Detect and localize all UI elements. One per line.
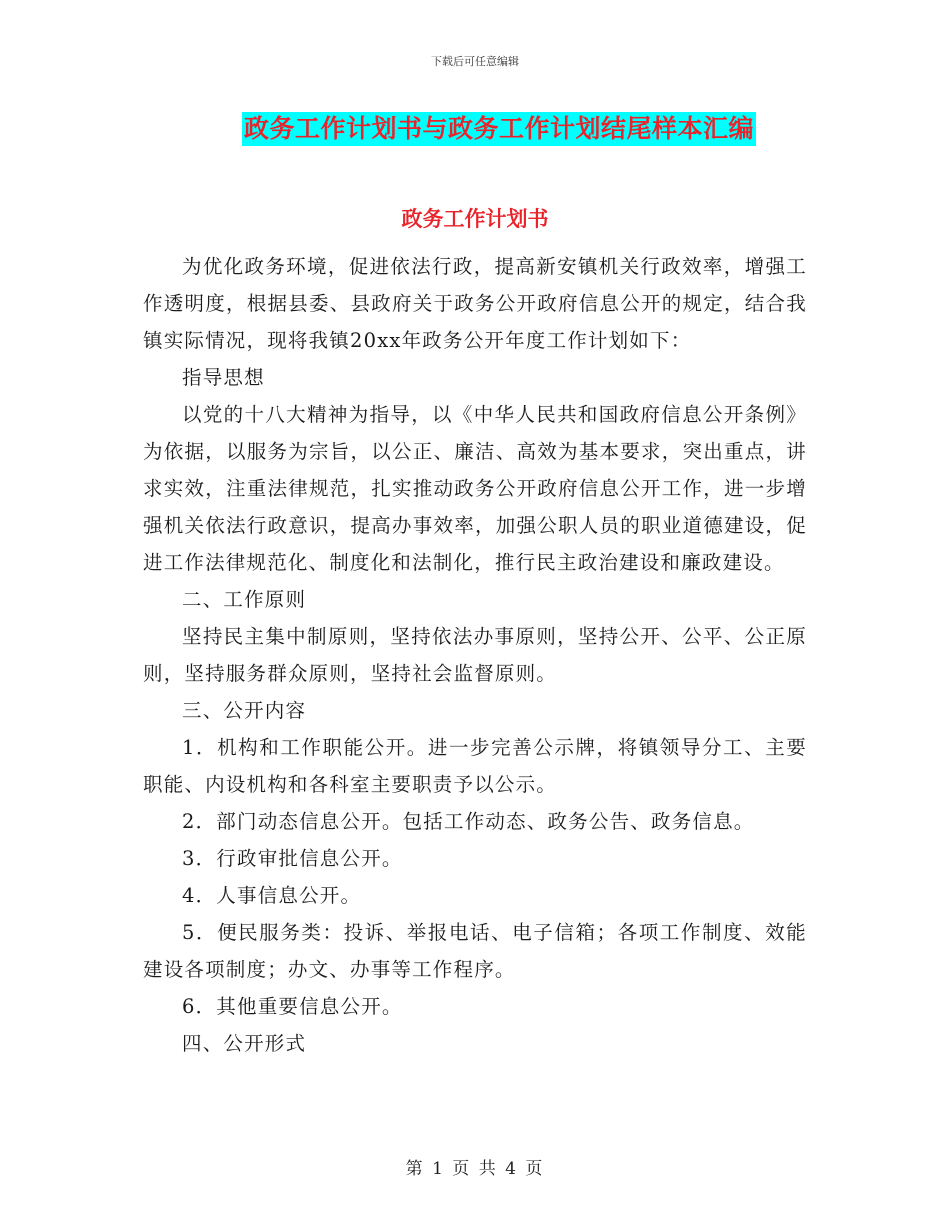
- page-header-note: 下载后可任意编辑: [431, 55, 519, 68]
- list-item: 6．其他重要信息公开。: [182, 995, 403, 1018]
- paragraph-heading: 三、公开内容: [182, 699, 307, 722]
- paragraph-heading: 指导思想: [182, 366, 265, 389]
- list-item: 2．部门动态信息公开。包括工作动态、政务公告、政务信息。: [182, 810, 755, 833]
- list-item: 3．行政审批信息公开。: [182, 847, 403, 870]
- paragraph: 以党的十八大精神为指导，以《中华人民共和国政府信息公开条例》为依据，以服务为宗旨，以公正、廉洁、高效为基本要求，突出重点，讲求实效，注重法律规范，扎实推动政务公开政府信息公开工作，进一步增强机关依法行政意识，提高办事效率，加强公职人员的职业道德建设，促进工作法律规范化、制度化和法制化，推行民主政治建设和廉政建设。: [143, 403, 807, 574]
- document-title-container: [0, 112, 950, 146]
- list-item: 4．人事信息公开。: [182, 884, 362, 907]
- paragraph: 为优化政务环境，促进依法行政，提高新安镇机关行政效率，增强工作透明度，根据县委、县政府关于政务公开政府信息公开的规定，结合我镇实际情况，现将我镇20xx年政务公开年度工作计划如下：: [143, 255, 807, 352]
- paragraph-heading: 四、公开形式: [182, 1032, 307, 1055]
- list-item: 1．机构和工作职能公开。进一步完善公示牌，将镇领导分工、主要职能、内设机构和各科室主要职责予以公示。: [143, 736, 807, 796]
- list-item: 5．便民服务类：投诉、举报电话、电子信箱；各项工作制度、效能建设各项制度；办文、办事等工作程序。: [143, 921, 807, 981]
- paragraph: 坚持民主集中制原则，坚持依法办事原则，坚持公开、公平、公正原则，坚持服务群众原则，坚持社会监督原则。: [143, 625, 807, 685]
- section-title: 政务工作计划书: [401, 206, 549, 231]
- document-body: [143, 248, 807, 1062]
- document-title: 政务工作计划书与政务工作计划结尾样本汇编: [242, 112, 756, 146]
- page-number: 第 1 页 共 4 页: [405, 1159, 545, 1179]
- paragraph-heading: 二、工作原则: [182, 588, 307, 611]
